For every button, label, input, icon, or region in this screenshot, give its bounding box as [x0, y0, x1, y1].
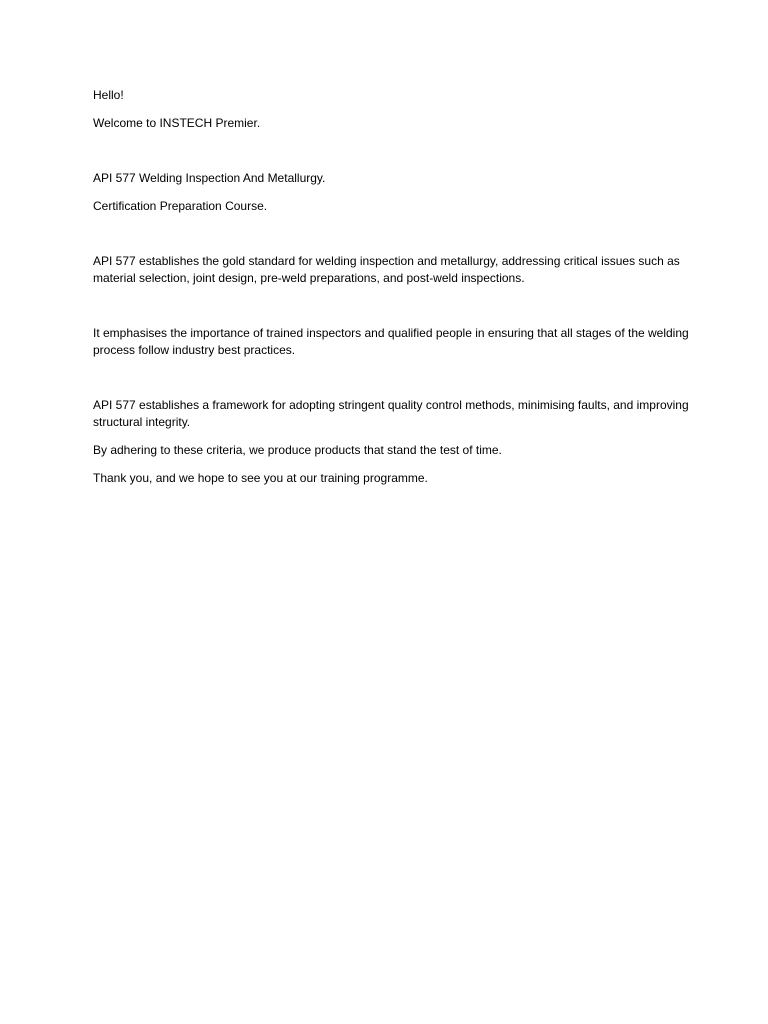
paragraph-3: API 577 establishes a framework for adopting stringent quality control methods, minimising faults, and improving structural integrity. [93, 398, 689, 429]
closing-text: Thank you, and we hope to see you at our training programme. [93, 471, 428, 485]
greeting-text: Hello! [93, 88, 124, 102]
paragraph-4: By adhering to these criteria, we produce products that stand the test of time. [93, 443, 502, 457]
welcome-text: Welcome to INSTECH Premier. [93, 116, 261, 130]
paragraph-2: It emphasises the importance of trained inspectors and qualified people in ensuring that all stages of the welding process follow industry best practices. [93, 326, 689, 357]
paragraph-1: API 577 establishes the gold standard for welding inspection and metallurgy, addressing critical issues such as material selection, joint design, pre-weld preparations, and post-weld inspections. [93, 254, 680, 285]
course-title: API 577 Welding Inspection And Metallurgy. [93, 171, 326, 185]
course-subtitle: Certification Preparation Course. [93, 199, 268, 213]
document-body [93, 87, 693, 487]
